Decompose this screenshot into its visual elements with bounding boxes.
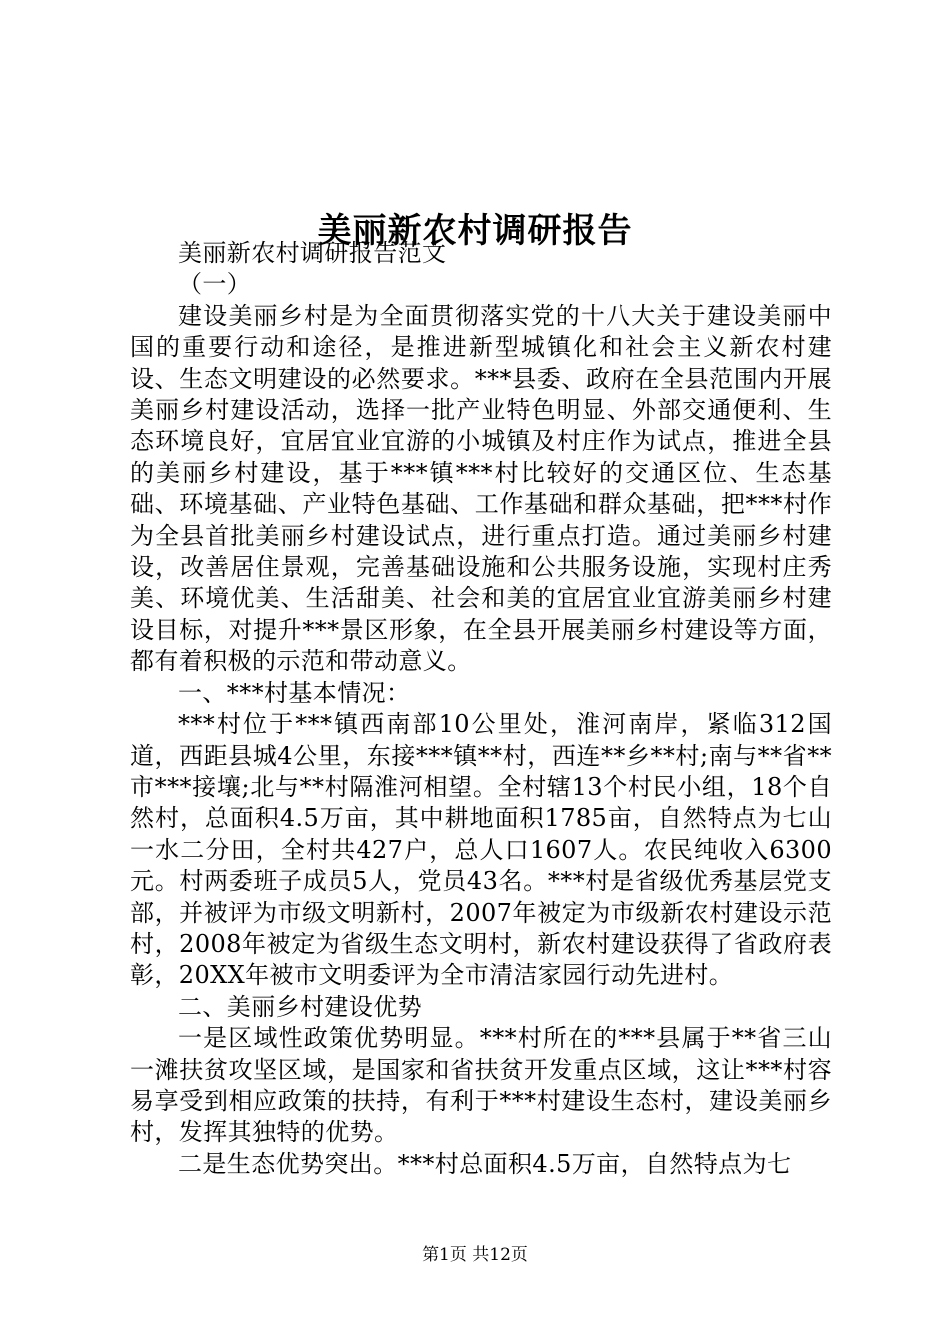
- document-body: [130, 238, 832, 1180]
- paragraph-ecology-advantage: 二是生态优势突出。***村总面积4.5万亩，自然特点为七: [178, 1149, 792, 1178]
- document-title: 美丽新农村调研报告: [317, 210, 633, 251]
- page-number-footer: 第1页 共12页: [422, 1245, 528, 1265]
- paragraph-policy-advantage: 一是区域性政策优势明显。***村所在的***县属于**省三山一滩扶贫攻坚区域，是国家和省扶贫开发重点区域，这让***村容易享受到相应政策的扶持，有利于***村建设生态村，建设美丽乡村，发挥其独特的优势。: [130, 1024, 832, 1147]
- section-heading-advantages: 二、美丽乡村建设优势: [178, 992, 422, 1021]
- paragraph-intro: 建设美丽乡村是为全面贯彻落实党的十八大关于建设美丽中国的重要行动和途径，是推进新型城镇化和社会主义新农村建设、生态文明建设的必然要求。***县委、政府在全县范围内开展美丽乡村建设活动，选择一批产业特色明显、外部交通便利、生态环境良好，宜居宜业宜游的小城镇及村庄作为试点，推进全县的美丽乡村建设，基于***镇***村比较好的交通区位、生态基础、环境基础、产业特色基础、工作基础和群众基础，把***村作为全县首批美丽乡村建设试点，进行重点打造。通过美丽乡村建设，改善居住景观，完善基础设施和公共服务设施，实现村庄秀美、环境优美、生活甜美、社会和美的宜居宜业宜游美丽乡村建设目标，对提升***景区形象，在全县开展美丽乡村建设等方面，都有着积极的示范和带动意义。: [130, 301, 832, 676]
- paragraph-basic-info: ***村位于***镇西南部10公里处，淮河南岸，紧临312国道，西距县城4公里，东接***镇**村，西连**乡**村;南与**省**市***接壤;北与**村隔淮河相望。全村辖13个村民小组，18个自然村，总面积4.5万亩，其中耕地面积1785亩，自然特点为七山一水二分田，全村共427户，总人口1607人。农民纯收入6300元。村两委班子成员5人，党员43名。***村是省级优秀基层党支部，并被评为市级文明新村，2007年被定为市级新农村建设示范村，2008年被定为省级生态文明村，新农村建设获得了省政府表彰，20XX年被市文明委评为全市清洁家园行动先进村。: [130, 710, 832, 990]
- section-heading-basic-info: 一、***村基本情况：: [178, 678, 411, 707]
- section-marker: （一）: [178, 270, 252, 299]
- document-subtitle: 美丽新农村调研报告范文: [178, 239, 447, 267]
